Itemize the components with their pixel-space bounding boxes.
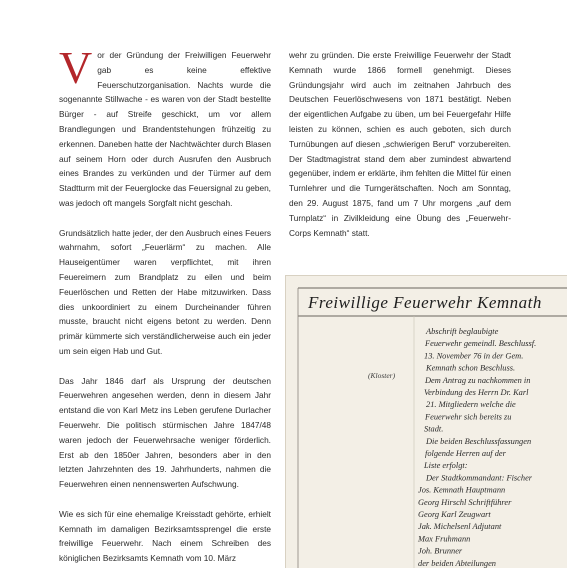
paragraph-1-text: or der Gründung der Freiwilligen Feuerwehr gab es keine effektive Feuerschutzorganisation. Nachts wurde die sogenannte Stillwache - es waren von der Stadt bestellte Bürger - auf Streife geschickt, um vor allem Brandlegungen und Brandentstehungen frühzeitig zu erkennen. Daneben hatte der Nachtwächter durch Blasen auf seinem Horn oder durch Ausrufen den Ausbruch eines Brandes zu verkünden und der Türmer auf dem Stadtturm mit der Feuerglocke das Feuersignal zu geben, was jedoch oft mangels Sorgfalt nicht geschah. bbox=[59, 50, 271, 208]
paragraph-2: Grundsätzlich hatte jeder, der den Ausbruch eines Feuers wahrnahm, sofort „Feuerlärm“ zu machen. Alle Hauseigentümer waren verpflichtet, mit ihren Feuereimern zum Brandplatz zu eilen und beim Feuerlöschen und Retten der Habe mitzuwirken. Dass dies unkoordiniert zu einem Durcheinander führen musste, braucht nicht eigens betont zu werden. Denn primär kümmerte sich verständlicherweise auch ein jeder um sein eigen Hab und Gut. bbox=[59, 227, 271, 356]
drop-cap: V bbox=[59, 42, 93, 93]
handwritten-line: Kemnath schon Beschluss. bbox=[426, 363, 516, 373]
handwritten-line: Die beiden Beschlussfassungen bbox=[426, 436, 532, 446]
handwritten-line: Jos. Kemnath Hauptmann bbox=[418, 485, 506, 495]
document-heading: Freiwillige Feuerwehr Kemnath bbox=[308, 293, 542, 312]
paragraph-5: wehr zu gründen. Die erste Freiwillige Feuerwehr der Stadt Kemnath wurde 1866 formell genehmigt. Dieses Gründungsjahr wird auch im zeitnahen Jahrbuch des Deutschen Feuerlöschwesens von 1871 bestätigt. Neben der eigentlichen Aufgabe zu üben, um bei Feuergefahr Hilfe leisten zu können, schien es auch geboten, sich durch Turnübungen auf diesen „schwierigen Beruf“ vorzubereiten. Der Stadtmagistrat stand dem aber zumindest abwartend gegenüber, indem er erklärte, ihm fehlten die Mittel für einen Turnlehrer und die Turngerätschaften. Noch am Sonntag, den 29. August 1875, fand um 7 Uhr morgens „auf dem Turnplatz“ in Zivilkleidung eine Übung des „Feuerwehr-Corps Kemnath“ statt. bbox=[289, 50, 511, 238]
handwritten-line: Georg Karl Zeugwart bbox=[418, 510, 491, 519]
handwritten-line: Stadt. bbox=[424, 424, 444, 434]
handwritten-document bbox=[286, 276, 567, 568]
handwritten-line: Joh. Brunner bbox=[418, 546, 463, 556]
handwritten-line: 13. November 76 in der Gem. bbox=[424, 351, 524, 361]
handwritten-line: Jak. Michelsenl Adjutant bbox=[418, 522, 502, 532]
handwritten-line: Der Stadtkommandant: Fischer bbox=[426, 473, 533, 483]
historic-document-photo bbox=[285, 275, 567, 568]
handwritten-line: folgende Herren auf der bbox=[425, 449, 506, 458]
handwritten-line: Feuerwehr gemeindl. Beschlussf. bbox=[425, 339, 537, 349]
handwritten-line: Liste erfolgt: bbox=[424, 461, 468, 471]
margin-note: (Kloster) bbox=[368, 371, 396, 380]
handwritten-line: Max Fruhmann bbox=[418, 534, 471, 544]
paragraph-1 bbox=[59, 42, 271, 211]
handwritten-line: Feuerwehr sich bereits zu bbox=[425, 412, 512, 422]
paragraph-3: Das Jahr 1846 darf als Ursprung der deutschen Feuerwehren angesehen werden, denn in diesem Jahr entstand die von Karl Metz ins Leben gerufene Durlacher Feuerwehr. Die politisch stürmischen Jahre 1847/48 waren jedoch der Feuerwehrsache weniger förderlich. Erst ab den 1850er Jahren, besonders aber in den letzten Jahrzehnten des 19. Jahrhunderts, nahmen die Feuerwehren einen nennenswerten Aufschwung. bbox=[59, 375, 271, 490]
left-text-column bbox=[59, 42, 271, 581]
handwritten-line: 21. Mitgliedern welche die bbox=[426, 400, 516, 410]
handwritten-line: der beiden Abteilungen bbox=[418, 558, 496, 568]
handwritten-line: Abschrift beglaubigte bbox=[426, 327, 499, 336]
handwritten-line: Georg Hirschl Schriftführer bbox=[418, 497, 512, 507]
right-text-column bbox=[289, 48, 511, 255]
handwritten-line: Dem Antrag zu nachkommen in bbox=[425, 375, 531, 385]
handwritten-line: Verbindung des Herrn Dr. Karl bbox=[424, 388, 529, 397]
paragraph-4: Wie es sich für eine ehemalige Kreisstadt gehörte, erhielt Kemnath im damaligen Bezirksamtssprengel die erste freiwillige Feuerwehr. Nach einem Schreiben des königlichen Bezirksamts Kemnath vom 10. März bbox=[59, 508, 271, 564]
